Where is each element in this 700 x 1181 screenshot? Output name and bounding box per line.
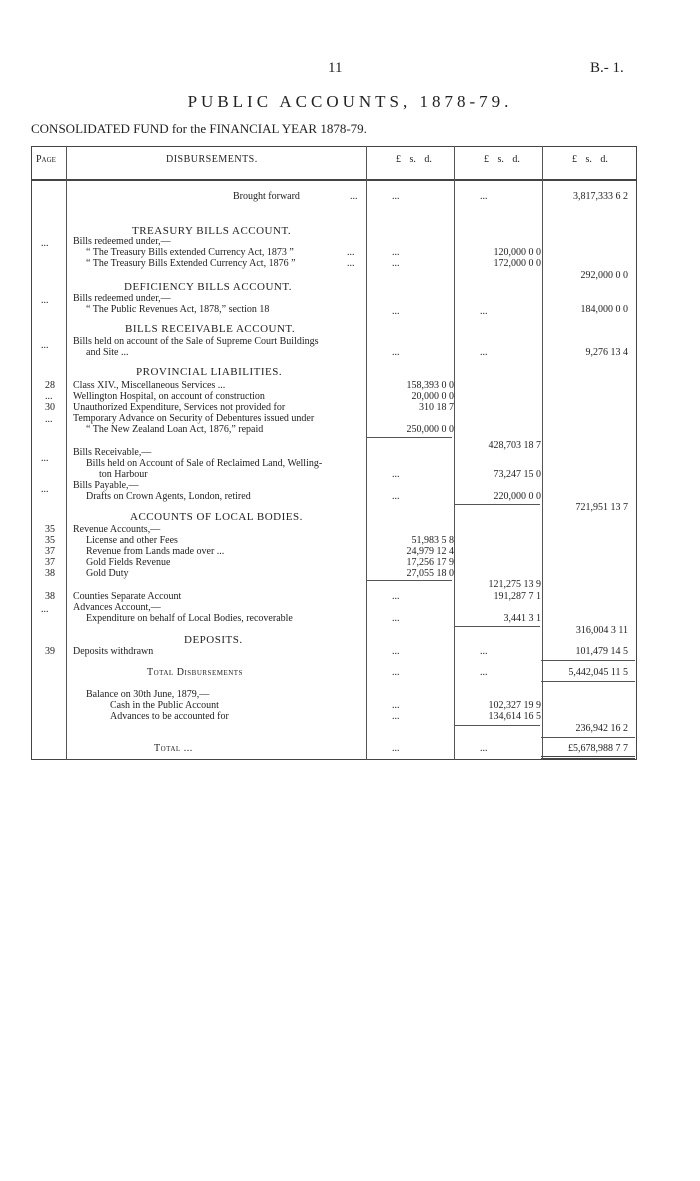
bills-payable-amount: 220,000 0 0 (493, 491, 541, 502)
page-ref: ... (41, 238, 49, 249)
filler-dots: ... (392, 191, 400, 202)
local-bodies-total: 316,004 3 11 (575, 625, 628, 636)
deposits-line: Deposits withdrawn (73, 646, 154, 657)
filler-dots: ... (392, 743, 400, 754)
deposits-total: 101,479 14 5 (575, 646, 628, 657)
filler-dots: ... (480, 306, 488, 317)
local-bodies-line: Revenue Accounts,— (73, 524, 161, 535)
provincial-amount: 250,000 0 0 (406, 424, 454, 435)
provincial-line: Class XIV., Miscellaneous Services ... (73, 380, 226, 391)
treasury-amount: 172,000 0 0 (493, 258, 541, 269)
counties-amount: 191,287 7 1 (493, 591, 541, 602)
filler-dots: ... (392, 646, 400, 657)
bills-receivable-line: ton Harbour (99, 469, 148, 480)
filler-dots: ... (392, 469, 400, 480)
page-ref: 37 (45, 557, 55, 568)
counties-line: Counties Separate Account (73, 591, 182, 602)
filler-dots: ... (392, 711, 400, 722)
section-heading-provincial: PROVINCIAL LIABILITIES. (136, 366, 283, 378)
document-reference: B.- 1. (590, 60, 624, 76)
filler-dots: ... (480, 191, 488, 202)
page-ref: ... (41, 453, 49, 464)
local-bodies-amount: 51,983 5 8 (411, 535, 454, 546)
page-ref: 35 (45, 535, 55, 546)
filler-dots: ... (480, 667, 488, 678)
deficiency-total: 184,000 0 0 (580, 304, 628, 315)
filler-dots: ... (350, 191, 358, 202)
page-ref: ... (41, 604, 49, 615)
deficiency-line: “ The Public Revenues Act, 1878,” section 18 (86, 304, 270, 315)
page-ref: ... (41, 484, 49, 495)
col-header-amount-2: £ s. d. (484, 154, 520, 165)
treasury-amount: 120,000 0 0 (493, 247, 541, 258)
treasury-line: “ The Treasury Bills Extended Currency Act, 1876 ” (86, 258, 296, 269)
receivable-total: 9,276 13 4 (585, 347, 628, 358)
page-ref: ... (45, 391, 53, 402)
page-ref: 30 (45, 402, 55, 413)
filler-dots: ... (480, 743, 488, 754)
receivable-line: and Site ... (86, 347, 129, 358)
treasury-line: “ The Treasury Bills extended Currency Act, 1873 ” (86, 247, 294, 258)
page-title: PUBLIC ACCOUNTS, 1878-79. (187, 92, 513, 111)
provincial-line: “ The New Zealand Loan Act, 1876,” repaid (86, 424, 264, 435)
provincial-amount: 20,000 0 0 (411, 391, 454, 402)
grand-total-label: Total ... (154, 743, 193, 754)
deficiency-line: Bills redeemed under,— (73, 293, 171, 304)
filler-dots: ... (480, 347, 488, 358)
section-heading-deposits: DEPOSITS. (184, 634, 243, 646)
page-ref: 28 (45, 380, 55, 391)
balance-line: Cash in the Public Account (110, 700, 219, 711)
page-ref: 38 (45, 591, 55, 602)
treasury-total: 292,000 0 0 (580, 270, 628, 281)
section-heading-treasury: TREASURY BILLS ACCOUNT. (132, 225, 292, 237)
page-ref: ... (41, 295, 49, 306)
balance-total: 236,942 16 2 (575, 723, 628, 734)
balance-amount: 102,327 19 9 (488, 700, 541, 711)
filler-dots: ... (347, 247, 355, 258)
treasury-line: Bills redeemed under,— (73, 236, 171, 247)
total-disbursements-amount: 5,442,045 11 5 (568, 667, 628, 678)
page-ref: 37 (45, 546, 55, 557)
filler-dots: ... (392, 306, 400, 317)
col-header-page: Page (36, 154, 56, 165)
filler-dots: ... (392, 667, 400, 678)
page-ref: ... (41, 340, 49, 351)
filler-dots: ... (392, 591, 400, 602)
bills-payable-line: Bills Payable,— (73, 480, 139, 491)
local-bodies-line: License and other Fees (86, 535, 178, 546)
page-ref: ... (45, 414, 53, 425)
page-ref: 39 (45, 646, 55, 657)
filler-dots: ... (392, 247, 400, 258)
advances-amount: 3,441 3 1 (503, 613, 541, 624)
page-number: 11 (328, 60, 343, 76)
provincial-line: Temporary Advance on Security of Debentures issued under (73, 413, 315, 424)
col-header-amount-3: £ s. d. (572, 154, 608, 165)
local-bodies-amount: 17,256 17 9 (406, 557, 454, 568)
provincial-amount: 158,393 0 0 (406, 380, 454, 391)
section-heading-receivable: BILLS RECEIVABLE ACCOUNT. (125, 323, 296, 335)
provincial-line: Unauthorized Expenditure, Services not provided for (73, 402, 286, 413)
balance-line: Balance on 30th June, 1879,— (86, 689, 210, 700)
page-subtitle: CONSOLIDATED FUND for the FINANCIAL YEAR 1878-79. (31, 121, 367, 136)
receivable-line: Bills held on account of the Sale of Supreme Court Buildings (73, 336, 319, 347)
local-bodies-amount: 24,979 12 4 (406, 546, 454, 557)
provincial-subtotal: 428,703 18 7 (488, 440, 541, 451)
col-header-disbursements: DISBURSEMENTS. (166, 154, 258, 165)
advances-line: Expenditure on behalf of Local Bodies, recoverable (86, 613, 293, 624)
filler-dots: ... (392, 613, 400, 624)
local-bodies-line: Gold Duty (86, 568, 129, 579)
filler-dots: ... (392, 700, 400, 711)
section-heading-deficiency: DEFICIENCY BILLS ACCOUNT. (124, 281, 293, 293)
local-bodies-subtotal: 121,275 13 9 (488, 579, 541, 590)
filler-dots: ... (392, 258, 400, 269)
balance-line: Advances to be accounted for (110, 711, 229, 722)
filler-dots: ... (392, 491, 400, 502)
brought-forward-label: Brought forward (233, 191, 300, 202)
filler-dots: ... (347, 258, 355, 269)
filler-dots: ... (392, 347, 400, 358)
page-ref: 38 (45, 568, 55, 579)
brought-forward-total: 3,817,333 6 2 (573, 191, 628, 202)
filler-dots: ... (480, 646, 488, 657)
bills-payable-line: Drafts on Crown Agents, London, retired (86, 491, 251, 502)
local-bodies-line: Revenue from Lands made over ... (86, 546, 225, 557)
bills-receivable-line: Bills held on Account of Sale of Reclaimed Land, Welling- (86, 458, 323, 469)
balance-amount: 134,614 16 5 (488, 711, 541, 722)
local-bodies-line: Gold Fields Revenue (86, 557, 171, 568)
total-disbursements-label: Total Disbursements (147, 667, 243, 678)
section-heading-local-bodies: ACCOUNTS OF LOCAL BODIES. (130, 511, 303, 523)
provincial-total: 721,951 13 7 (575, 502, 628, 513)
page-ref: 35 (45, 524, 55, 535)
provincial-amount: 310 18 7 (419, 402, 454, 413)
provincial-line: Wellington Hospital, on account of construction (73, 391, 265, 402)
local-bodies-amount: 27,055 18 0 (406, 568, 454, 579)
bills-receivable-line: Bills Receivable,— (73, 447, 152, 458)
grand-total-amount: £5,678,988 7 7 (568, 743, 628, 754)
bills-receivable-amount: 73,247 15 0 (493, 469, 541, 480)
advances-line: Advances Account,— (73, 602, 161, 613)
col-header-amount-1: £ s. d. (396, 154, 432, 165)
